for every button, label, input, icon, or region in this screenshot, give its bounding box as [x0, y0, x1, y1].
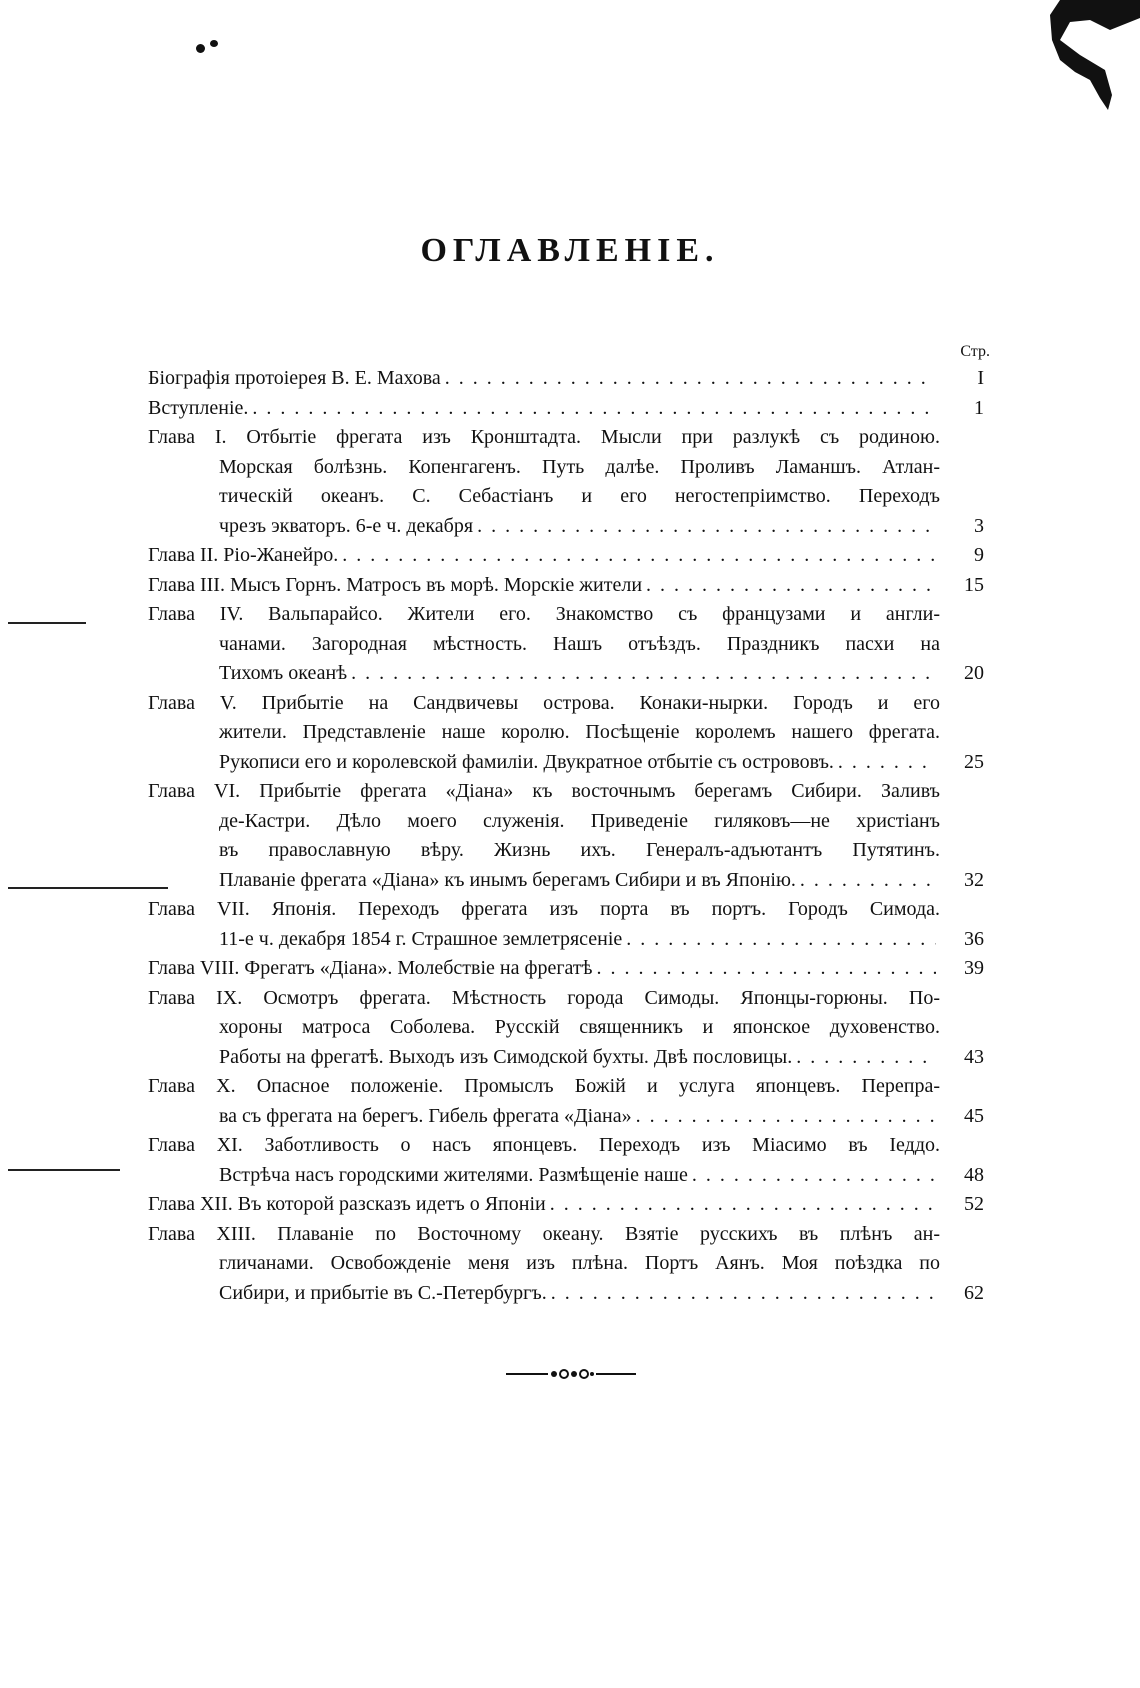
toc-entry-text: Глава III. Мысъ Горнъ. Матросъ въ морѣ. Морскіе жители — [148, 573, 643, 596]
dot-leader — [550, 1190, 936, 1220]
dot-leader — [838, 748, 936, 778]
toc-entry-text: хороны матроса Соболева. Русскій священникъ и японское духовенство. — [219, 1016, 940, 1038]
toc-entry[interactable] — [148, 541, 984, 571]
dot-leader — [445, 364, 936, 394]
page-title: ОГЛАВЛЕНІЕ. — [420, 232, 720, 269]
toc-entry[interactable] — [148, 571, 984, 601]
toc-entry[interactable] — [148, 689, 984, 778]
margin-line — [8, 622, 86, 624]
toc-entry-text: Работы на фрегатѣ. Выходъ изъ Симодской бухты. Двѣ пословицы. — [219, 1045, 793, 1068]
toc-entry-text: Глава VII. Японія. Переходъ фрегата изъ порта въ портъ. Городъ Симода. — [148, 898, 940, 920]
toc-entry-text: тическій океанъ. С. Себастіанъ и его негостепріимство. Переходъ — [219, 485, 940, 507]
toc-page-number: 1 — [974, 396, 984, 419]
toc-entry-text: Глава VIII. Фрегатъ «Діана». Молебствіе на фрегатѣ — [148, 957, 593, 979]
toc-entry-text: 11-е ч. декабря 1854 г. Страшное землетрясеніе — [219, 927, 623, 950]
dot-leader — [800, 866, 936, 896]
toc-entry-text: Плаваніе фрегата «Діана» къ инымъ берегамъ Сибири и въ Японію. — [219, 868, 796, 891]
toc-page-number: 36 — [964, 927, 984, 950]
dot-leader — [646, 571, 936, 601]
margin-line — [8, 1169, 120, 1171]
toc-page-number: 39 — [964, 957, 984, 979]
toc-entry-text: Глава XII. Въ которой разсказъ идетъ о Японіи — [148, 1193, 546, 1215]
dot-leader — [477, 512, 936, 542]
toc-page-number: 9 — [974, 544, 984, 566]
toc-page-number: 15 — [964, 573, 984, 596]
toc-entry-text: де-Кастри. Дѣло моего служенія. Приведеніе гиляковъ—не христіанъ — [219, 809, 940, 832]
toc-entry-text: Глава VI. Прибытіе фрегата «Діана» къ восточнымъ берегамъ Сибири. Заливъ — [148, 780, 940, 802]
margin-line — [8, 887, 168, 889]
dot-leader — [692, 1161, 936, 1191]
toc-entry-text: Глава II. Ріо-Жанейро. — [148, 544, 339, 566]
dot-leader — [342, 541, 936, 571]
toc-page-number: I — [977, 367, 984, 389]
toc-entry[interactable] — [148, 394, 984, 424]
toc-page-number: 48 — [964, 1163, 984, 1186]
toc-entry-text: Рукописи его и королевской фамиліи. Двукратное отбытіе съ острововъ. — [219, 750, 834, 773]
toc-entry-text: Біографія протоіерея В. Е. Махова — [148, 367, 441, 389]
toc-entry[interactable] — [148, 777, 984, 895]
dot-leader — [351, 659, 936, 689]
toc-page-number: 52 — [964, 1193, 984, 1215]
toc-entry[interactable] — [148, 954, 984, 984]
toc-entry-text: Глава IX. Осмотръ фрегата. Мѣстность города Симоды. Японцы-горюны. По- — [148, 986, 940, 1009]
toc-entry-text: Тихомъ океанѣ — [219, 662, 348, 684]
toc-entry-text: гличанами. Освобожденіе меня изъ плѣна. Портъ Аянъ. Моя поѣздка по — [219, 1252, 940, 1274]
toc-entry[interactable] — [148, 1072, 984, 1131]
toc-entry-text: чанами. Загородная мѣстность. Нашъ отъѣздъ. Праздникъ пасхи на — [219, 632, 940, 655]
toc-entry[interactable] — [148, 1190, 984, 1220]
toc-entry[interactable] — [148, 1131, 984, 1190]
toc-page-number: 20 — [964, 662, 984, 684]
toc-page-number: 62 — [964, 1281, 984, 1304]
toc-entry-text: въ православную вѣру. Жизнь ихъ. Генералъ-адъютантъ Путятинъ. — [219, 839, 940, 861]
toc-page-number: 45 — [964, 1104, 984, 1127]
dot-leader — [597, 954, 936, 984]
toc-entry-text: ва съ фрегата на берегъ. Гибель фрегата «Діана» — [219, 1104, 632, 1127]
toc-entry[interactable] — [148, 895, 984, 954]
ink-speck — [196, 44, 205, 53]
page-column-header: Стр. — [960, 343, 990, 360]
dot-leader — [252, 394, 936, 424]
toc-entry-text: Встрѣча насъ городскими жителями. Размѣщеніе наше — [219, 1163, 688, 1186]
toc-entry[interactable] — [148, 364, 984, 394]
toc-entry-text: Вступленіе. — [148, 396, 249, 419]
toc-page-number: 32 — [964, 868, 984, 891]
toc-entry[interactable] — [148, 984, 984, 1073]
toc-entry[interactable] — [148, 600, 984, 689]
ornament-divider — [506, 1364, 636, 1384]
ink-speck — [210, 40, 218, 47]
toc-entry-text: Глава I. Отбытіе фрегата изъ Кронштадта. Мысли при разлукѣ съ родиною. — [148, 426, 940, 448]
toc-entry-text: Глава XI. Заботливость о насъ японцевъ. Переходъ изъ Міасимо въ Іеддо. — [148, 1134, 940, 1156]
toc-entry[interactable] — [148, 1220, 984, 1309]
toc-entry-text: Глава XIII. Плаваніе по Восточному океану. Взятіе русскихъ въ плѣнъ ан- — [148, 1222, 940, 1245]
toc-entry-text: Сибири, и прибытіе въ С.-Петербургъ. — [219, 1281, 547, 1304]
toc-entry-text: Глава V. Прибытіе на Сандвичевы острова. Конаки-нырки. Городъ и его — [148, 691, 940, 714]
toc-entry-text: чрезъ экваторъ. 6-е ч. декабря — [219, 514, 474, 537]
toc-entry-text: жители. Представленіе наше королю. Посѣщеніе королемъ нашего фрегата. — [219, 721, 940, 743]
toc-page-number: 43 — [964, 1045, 984, 1068]
toc-entry-text: Глава IV. Вальпарайсо. Жители его. Знакомство съ французами и англи- — [148, 603, 940, 625]
table-of-contents — [148, 364, 984, 1308]
ink-blot — [1030, 0, 1140, 150]
toc-page-number: 25 — [964, 750, 984, 773]
dot-leader — [796, 1043, 936, 1073]
toc-entry-text: Глава X. Опасное положеніе. Промыслъ Божій и услуга японцевъ. Перепра- — [148, 1075, 940, 1097]
toc-entry-text: Морская болѣзнь. Копенгагенъ. Путь далѣе. Проливъ Ламаншъ. Атлан- — [219, 455, 940, 478]
dot-leader — [551, 1279, 936, 1309]
dot-leader — [626, 925, 936, 955]
dot-leader — [636, 1102, 936, 1132]
toc-entry[interactable] — [148, 423, 984, 541]
toc-page-number: 3 — [974, 514, 984, 537]
